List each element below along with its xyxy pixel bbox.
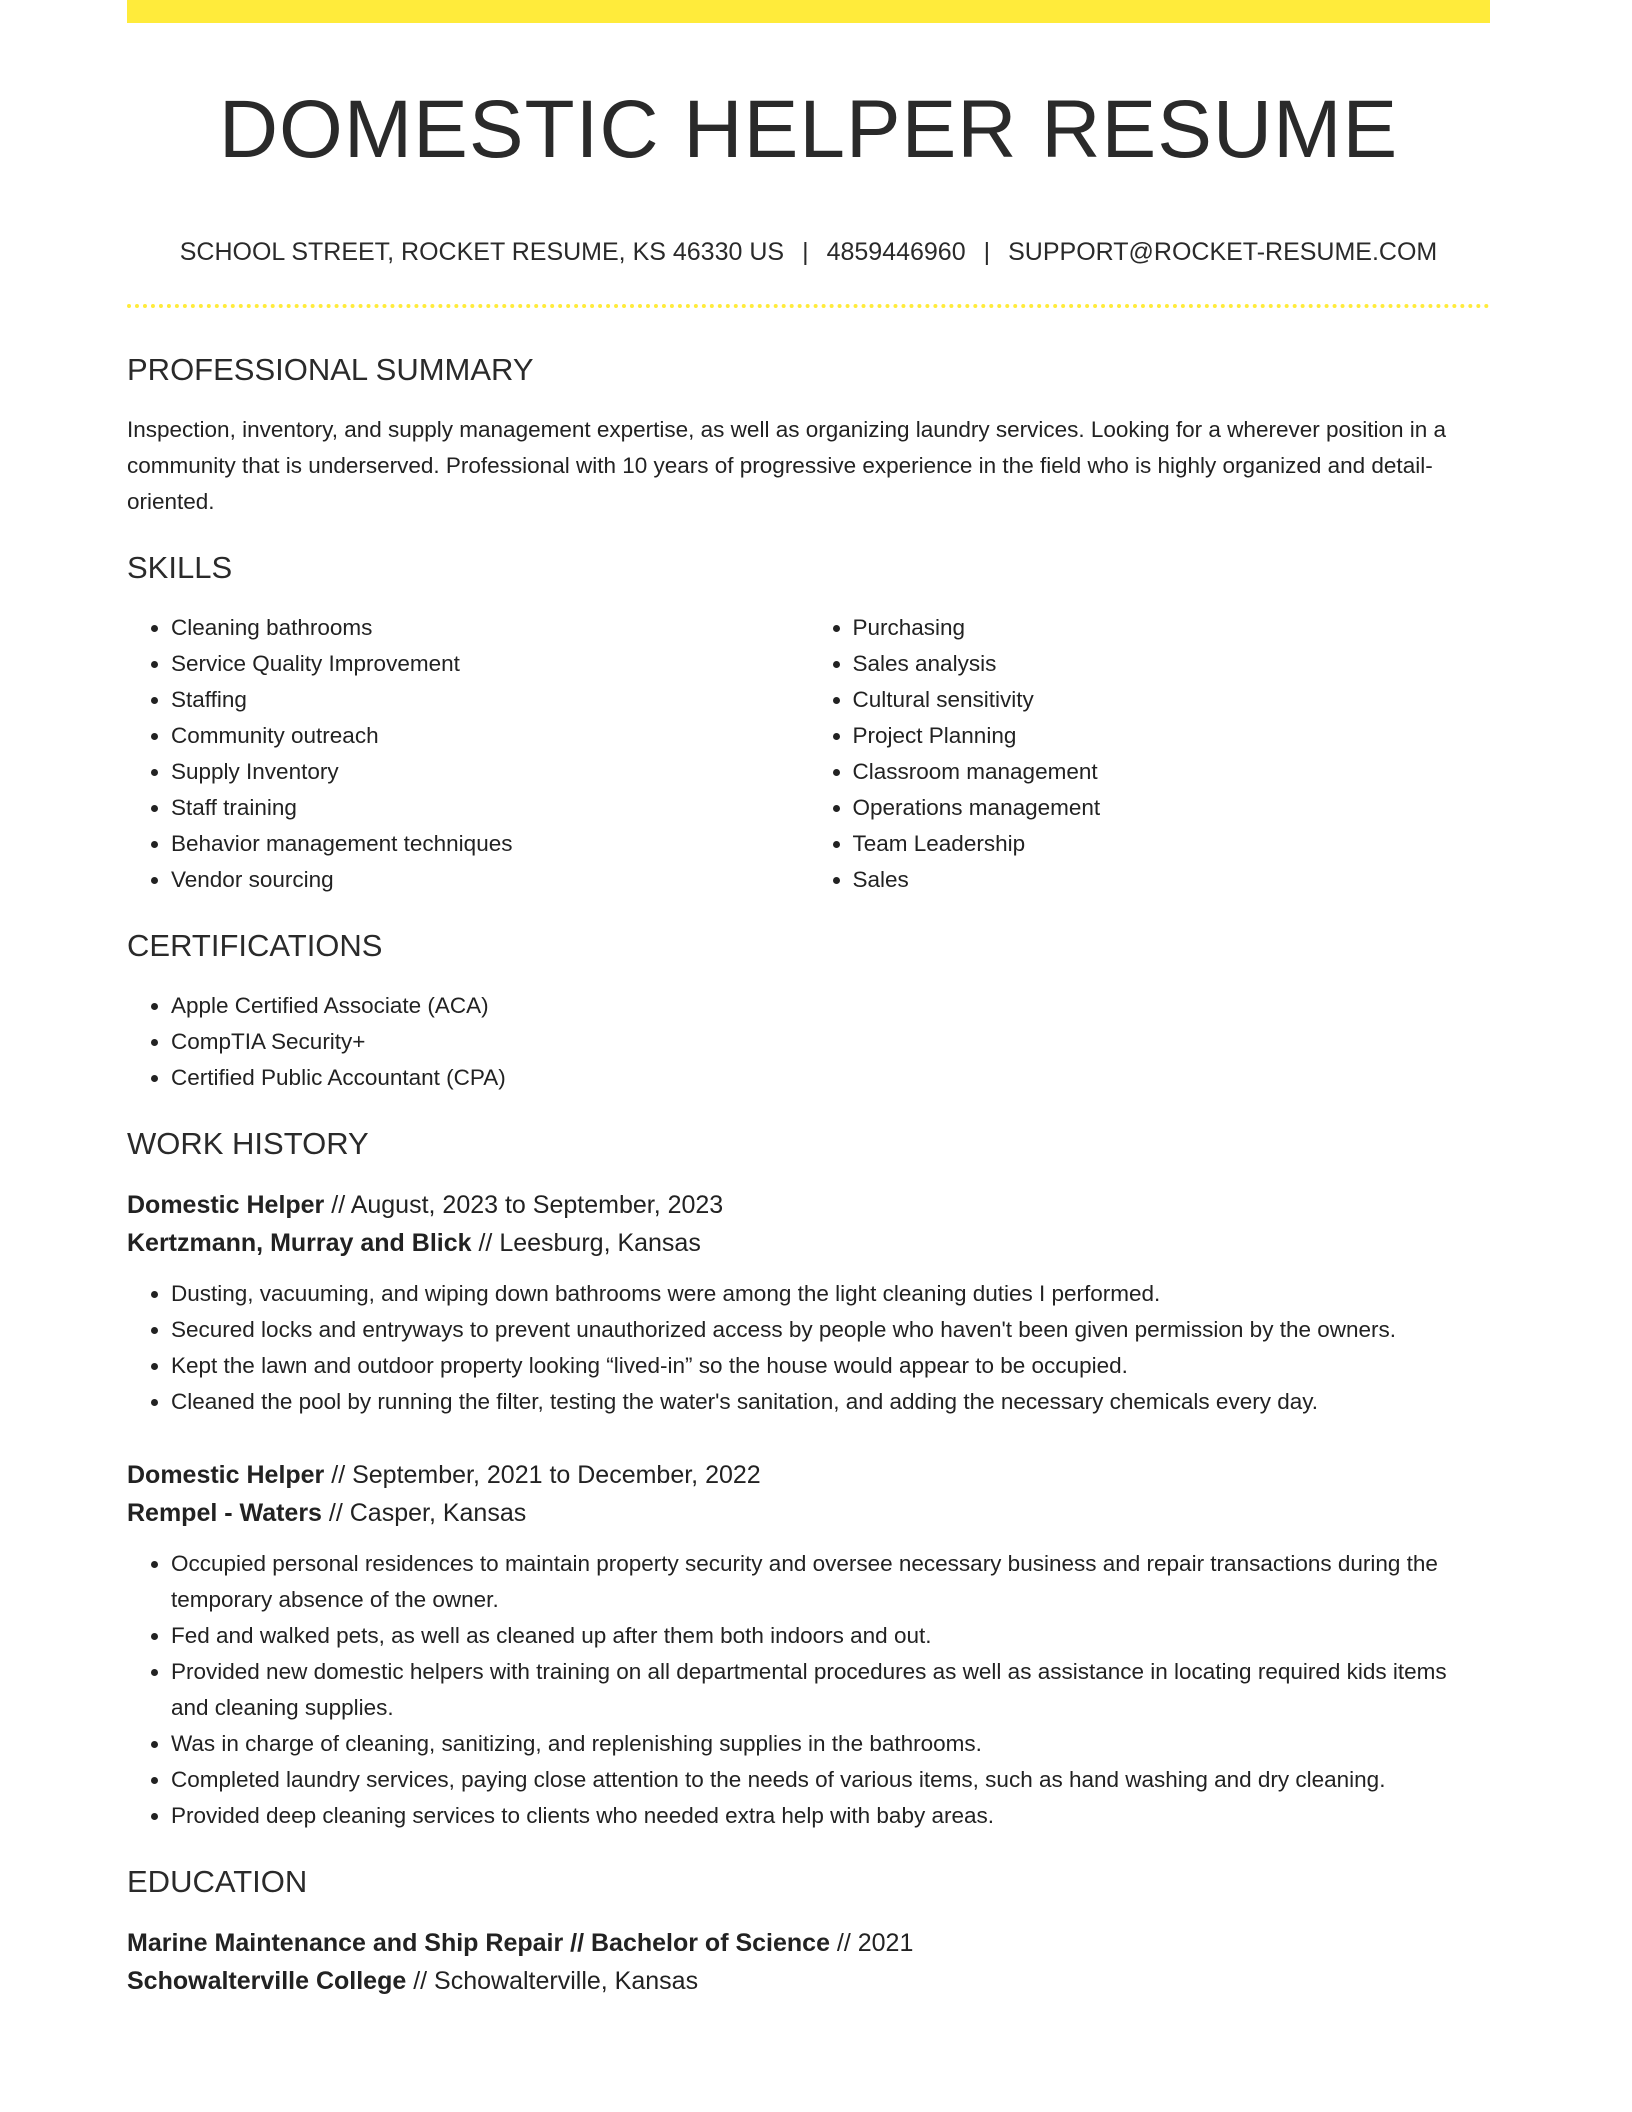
- skill-item: • Classroom management: [853, 754, 1491, 790]
- work-history-heading: WORK HISTORY: [127, 1126, 369, 1161]
- job-location: // Casper, Kansas: [321, 1499, 527, 1527]
- job-bullets: [127, 1276, 1490, 1420]
- skill-item: • Project Planning: [853, 718, 1491, 754]
- skill-item: • Vendor sourcing: [171, 862, 809, 898]
- skill-item: • Staffing: [171, 682, 809, 718]
- contact-separator: |: [983, 238, 991, 266]
- skills-list-left: [127, 610, 809, 898]
- education-degree-line: [127, 1924, 1490, 1962]
- job-bullet: • Cleaned the pool by running the filter, testing the water's sanitation, and adding the necessary chemicals every day.: [171, 1384, 1490, 1420]
- skill-item: • Sales: [853, 862, 1491, 898]
- skill-item: • Sales analysis: [853, 646, 1491, 682]
- job-bullet: • Completed laundry services, paying close attention to the needs of various items, such as hand washing and dry cleaning.: [171, 1762, 1490, 1798]
- summary-heading: PROFESSIONAL SUMMARY: [127, 352, 534, 387]
- education-school: Schowalterville College: [127, 1967, 407, 1995]
- skills-columns: [127, 610, 1490, 898]
- job-title: Domestic Helper: [127, 1191, 325, 1219]
- education-degree: Marine Maintenance and Ship Repair // Bachelor of Science: [127, 1929, 830, 1957]
- skill-item: • Staff training: [171, 790, 809, 826]
- skill-item: • Behavior management techniques: [171, 826, 809, 862]
- job-bullet: • Secured locks and entryways to prevent unauthorized access by people who haven't been given permission by the owners.: [171, 1312, 1490, 1348]
- job-entry: [127, 1456, 1490, 1834]
- certification-item: • CompTIA Security+: [171, 1024, 1490, 1060]
- contact-separator: |: [802, 238, 809, 266]
- skill-item: • Cleaning bathrooms: [171, 610, 809, 646]
- top-accent-bar: [127, 0, 1490, 23]
- education-location: // Schowalterville, Kansas: [406, 1967, 699, 1995]
- summary-text: Inspection, inventory, and supply management expertise, as well as organizing laundry services. Looking for a wherever position in a community that is underserved. Professional with 10 years of progressive experience in the field who is highly organized and detail-oriented.: [127, 417, 1447, 514]
- job-bullets: [127, 1546, 1490, 1834]
- job-bullet: • Fed and walked pets, as well as cleaned up after them both indoors and out.: [171, 1618, 1490, 1654]
- job-company: Rempel - Waters: [127, 1499, 322, 1527]
- page-title: DOMESTIC HELPER RESUME: [218, 84, 1399, 175]
- job-title-line: [127, 1456, 1490, 1494]
- education-school-line: [127, 1962, 1490, 2000]
- skills-list-right: [809, 610, 1491, 898]
- job-company-line: [127, 1224, 1490, 1262]
- education-year: // 2021: [829, 1929, 914, 1957]
- skill-item: • Purchasing: [853, 610, 1491, 646]
- certification-item: • Apple Certified Associate (ACA): [171, 988, 1490, 1024]
- job-bullet: • Occupied personal residences to maintain property security and oversee necessary business and repair transactions during the temporary absence of the owner.: [171, 1546, 1490, 1618]
- job-title: Domestic Helper: [127, 1461, 325, 1489]
- dotted-divider: [127, 304, 1490, 308]
- skill-item: • Operations management: [853, 790, 1491, 826]
- contact-line: [127, 236, 1490, 268]
- certifications-list: [127, 988, 1490, 1096]
- job-dates: // September, 2021 to December, 2022: [324, 1461, 761, 1489]
- job-dates: // August, 2023 to September, 2023: [324, 1191, 724, 1219]
- job-company-line: [127, 1494, 1490, 1532]
- education-heading: EDUCATION: [127, 1864, 308, 1899]
- contact-email: SUPPORT@ROCKET-RESUME.COM: [1008, 238, 1438, 266]
- skill-item: • Cultural sensitivity: [853, 682, 1491, 718]
- job-company: Kertzmann, Murray and Blick: [127, 1229, 472, 1257]
- job-entry: [127, 1186, 1490, 1420]
- contact-address: SCHOOL STREET, ROCKET RESUME, KS 46330 US: [179, 238, 785, 266]
- resume-page: [127, 0, 1490, 1995]
- job-bullet: • Provided new domestic helpers with training on all departmental procedures as well as assistance in locating required kids items and cleaning supplies.: [171, 1654, 1490, 1726]
- job-location: // Leesburg, Kansas: [471, 1229, 701, 1257]
- contact-phone: 4859446960: [826, 238, 966, 266]
- skill-item: • Team Leadership: [853, 826, 1491, 862]
- job-title-line: [127, 1186, 1490, 1224]
- skill-item: • Supply Inventory: [171, 754, 809, 790]
- resume-content: [127, 350, 1490, 2000]
- skills-heading: SKILLS: [127, 550, 233, 585]
- certifications-heading: CERTIFICATIONS: [127, 928, 383, 963]
- skill-item: • Service Quality Improvement: [171, 646, 809, 682]
- certification-item: • Certified Public Accountant (CPA): [171, 1060, 1490, 1096]
- job-bullet: • Provided deep cleaning services to clients who needed extra help with baby areas.: [171, 1798, 1490, 1834]
- job-bullet: • Was in charge of cleaning, sanitizing, and replenishing supplies in the bathrooms.: [171, 1726, 1490, 1762]
- skill-item: • Community outreach: [171, 718, 809, 754]
- job-bullet: • Dusting, vacuuming, and wiping down bathrooms were among the light cleaning duties I performed.: [171, 1276, 1490, 1312]
- job-bullet: • Kept the lawn and outdoor property looking “lived-in” so the house would appear to be occupied.: [171, 1348, 1490, 1384]
